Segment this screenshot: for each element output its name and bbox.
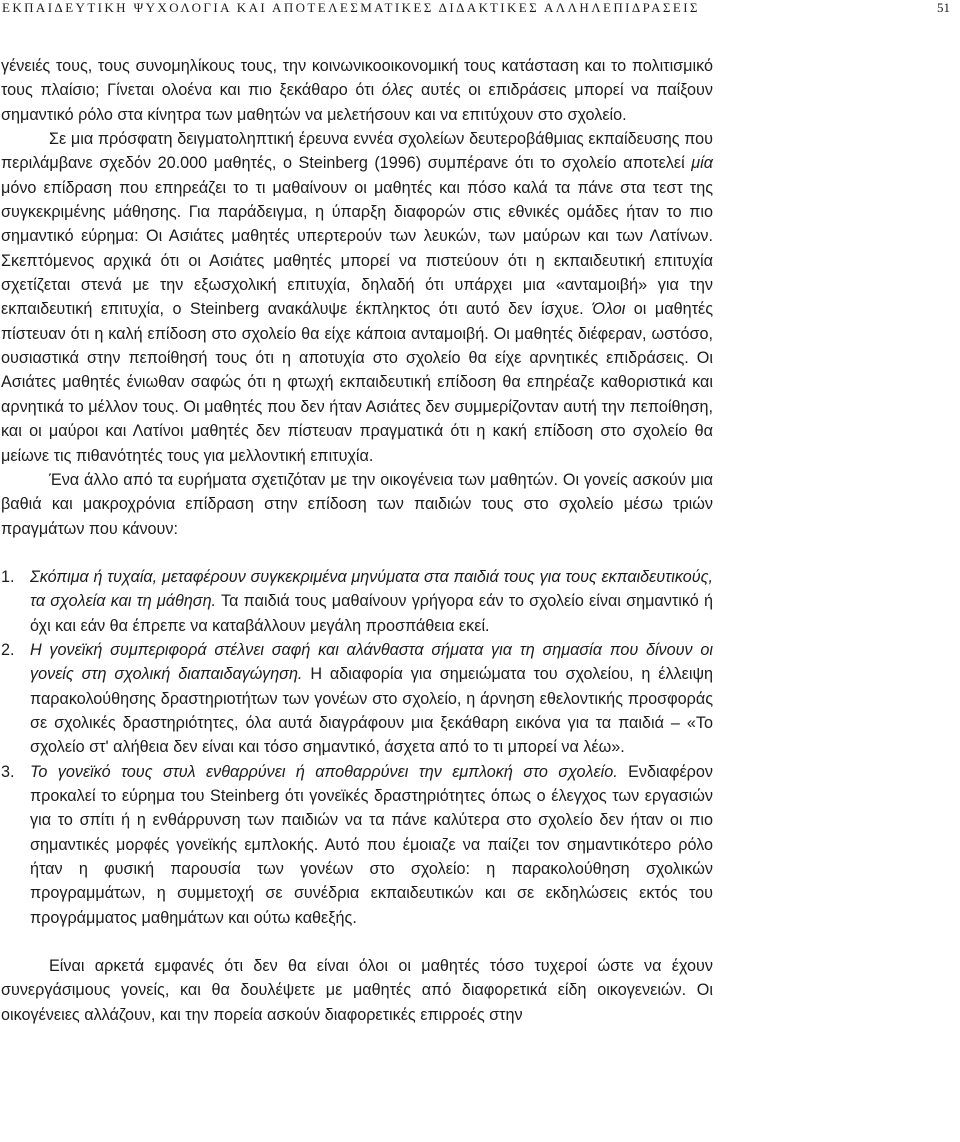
body-text	[1, 54, 713, 1027]
numbered-list	[1, 565, 713, 930]
list-item-heading: Το γονεϊκό τους στυλ ενθαρρύνει ή αποθαρρύνει την εμπλοκή στο σχολείο.	[30, 762, 618, 781]
list-item-text: Ενδιαφέρον προκαλεί το εύρημα του Steinberg ότι γονεϊκές δραστηριότητες όπως ο έλεγχος των εργασιών για το σπίτι ή η ενθάρρυνση των παιδιών να τα πάνε καλύτερα στο σχολείο δεν ήταν οι πιο σημαντικές μορφές γονεϊκής εμπλοκής. Αυτό που έμοιαζε να παίζει τον σημαντικότερο ρόλο ήταν η φυσική παρουσία των γονέων στο σχολείο: η παρακολούθηση σχολικών προγραμμάτων, η συμμετοχή σε συνέδρια εκπαιδευτικών και σε εκδηλώσεις εκτός του προγράμματος μαθημάτων και ούτω καθεξής.	[30, 762, 713, 927]
list-item-2	[1, 638, 713, 760]
page-number: 51	[937, 0, 950, 15]
list-item-text: Τα παιδιά τους μαθαίνουν γρήγορα εάν το σχολείο είναι σημαντικό ή όχι και εάν θα έπρεπε να καταβάλλουν μεγάλη προσπάθεια εκεί.	[30, 592, 714, 635]
list-item-3	[1, 760, 713, 930]
paragraph-2	[1, 127, 713, 468]
list-number: 1.	[1, 567, 15, 586]
paragraph-2-text-a: Σε μια πρόσφατη δειγματοληπτική έρευνα εννέα σχολείων δευτεροβάθμιας εκπαίδευσης που περιλάμβανε σχεδόν 20.000 μαθητές, ο Steinberg (1996) συμπέρανε ότι το σχολείο αποτελεί	[1, 130, 713, 173]
paragraph-1-text-b: αυτές οι επιδράσεις μπορεί να παίξουν σημαντικό ρόλο στα κίνητρα των μαθητών να μελετήσουν και να επιτύχουν στο σχολείο.	[1, 81, 713, 124]
paragraph-1-text-a: γένειές τους, τους συνομηλίκους τους, την κοινωνικοοικονομική τους κατάσταση και το πολιτισμικό τους πλαίσιο; Γίνεται ολοένα και πιο ξεκάθαρο ότι	[1, 57, 713, 100]
list-item-text: Η αδιαφορία για σημειώματα του σχολείου, η έλλειψη παρακολούθησης δραστηριοτήτων των γονέων στο σχολείο, η άρνηση εθελοντικής προσφοράς σε σχολικές δραστηριότητες, όλα αυτά διαγράφουν μια ξεκάθαρη εικόνα για τα παιδιά – «Το σχολείο στ' αλήθεια δεν είναι και τόσο σημαντικό, άσχετα από το τι μπορεί να λέω».	[30, 665, 714, 757]
paragraph-2-emphasis-2: Όλοι	[592, 300, 626, 319]
paragraph-4: Είναι αρκετά εμφανές ότι δεν θα είναι όλοι οι μαθητές τόσο τυχεροί ώστε να έχουν συνεργάσιμους γονείς, και θα δουλέψετε με μαθητές από διαφορετικά είδη οικογενειών. Οι οικογένειες αλλάζουν, και την πορεία ασκούν διαφορετικές επιρροές στην	[1, 957, 713, 1024]
list-item-heading: Σκόπιμα ή τυχαία, μεταφέρουν συγκεκριμένα μηνύματα στα παιδιά τους για τους εκπαιδευτικούς, τα σχολεία και τη μάθηση.	[30, 567, 713, 611]
list-item-1	[1, 565, 713, 638]
list-number: 2.	[1, 640, 15, 659]
list-number: 3.	[1, 762, 15, 781]
paragraph-1	[1, 54, 713, 127]
paragraph-2-text-b: μόνο επίδραση που επηρεάζει το τι μαθαίνουν οι μαθητές και πόσο καλά τα πάνε στα τεστ της συγκεκριμένης μάθησης. Για παράδειγμα, η ύπαρξη διαφορών στις εθνικές ομάδες ήταν το πιο σημαντικό εύρημα: Οι Ασιάτες μαθητές υπερτερούν των λευκών, των μαύρων και των Λατίνων. Σκεπτόμενος αρχικά ότι οι Ασιάτες μαθητές μπορεί να πιστεύουν ότι η εκπαιδευτική επιτυχία σχετίζεται στενά με την εξωσχολική επιτυχία, δηλαδή ότι υπάρχει μια «ανταμοιβή» για την εκπαιδευτική επιτυχία, ο Steinberg ανακάλυψε έκπληκτος ότι αυτό δεν ίσχυε.	[1, 178, 713, 319]
paragraph-3: Ένα άλλο από τα ευρήματα σχετιζόταν με την οικογένεια των μαθητών. Οι γονείς ασκούν μια βαθιά και μακροχρόνια επίδραση στην επίδοση των παιδιών τους στο σχολείο μέσω τριών πραγμάτων που κάνουν:	[1, 470, 713, 538]
paragraph-2-emphasis-1: μία	[691, 154, 713, 173]
list-item-heading: Η γονεϊκή συμπεριφορά στέλνει σαφή και αλάνθαστα σήματα για τη σημασία που δίνουν οι γονείς στη σχολική διαπαιδαγώγηση.	[30, 640, 713, 684]
paragraph-2-text-c: οι μαθητές πίστευαν ότι η καλή επίδοση στο σχολείο θα είχε κάποια ανταμοιβή. Οι μαθητές διέφεραν, ωστόσο, ουσιαστικά στην πεποίθησή τους ότι η αποτυχία στο σχολείο θα είχε αρνητικές επιδράσεις. Οι Ασιάτες μαθητές ένιωθαν σαφώς ότι η φτωχή εκπαιδευτική επίδοση θα επηρέαζε καθοριστικά και αρνητικά το μέλλον τους. Οι μαθητές που δεν ήταν Ασιάτες δεν συμμερίζονταν αυτή την πεποίθηση, και οι μαύροι και Λατίνοι μαθητές δεν πίστευαν πραγματικά ότι η κακή επίδοση στο σχολείο θα μείωνε τις πιθανότητές τους για μελλοντική επιτυχία.	[1, 300, 713, 465]
running-header	[2, 0, 950, 14]
running-header-title: ΕΚΠΑΙΔΕΥΤΙΚΗ ΨΥΧΟΛΟΓΙΑ ΚΑΙ ΑΠΟΤΕΛΕΣΜΑΤΙΚΕΣ ΔΙΔΑΚΤΙΚΕΣ ΑΛΛΗΛΕΠΙΔΡΑΣΕΙΣ	[2, 0, 700, 15]
paragraph-1-emphasis: όλες	[381, 81, 414, 100]
